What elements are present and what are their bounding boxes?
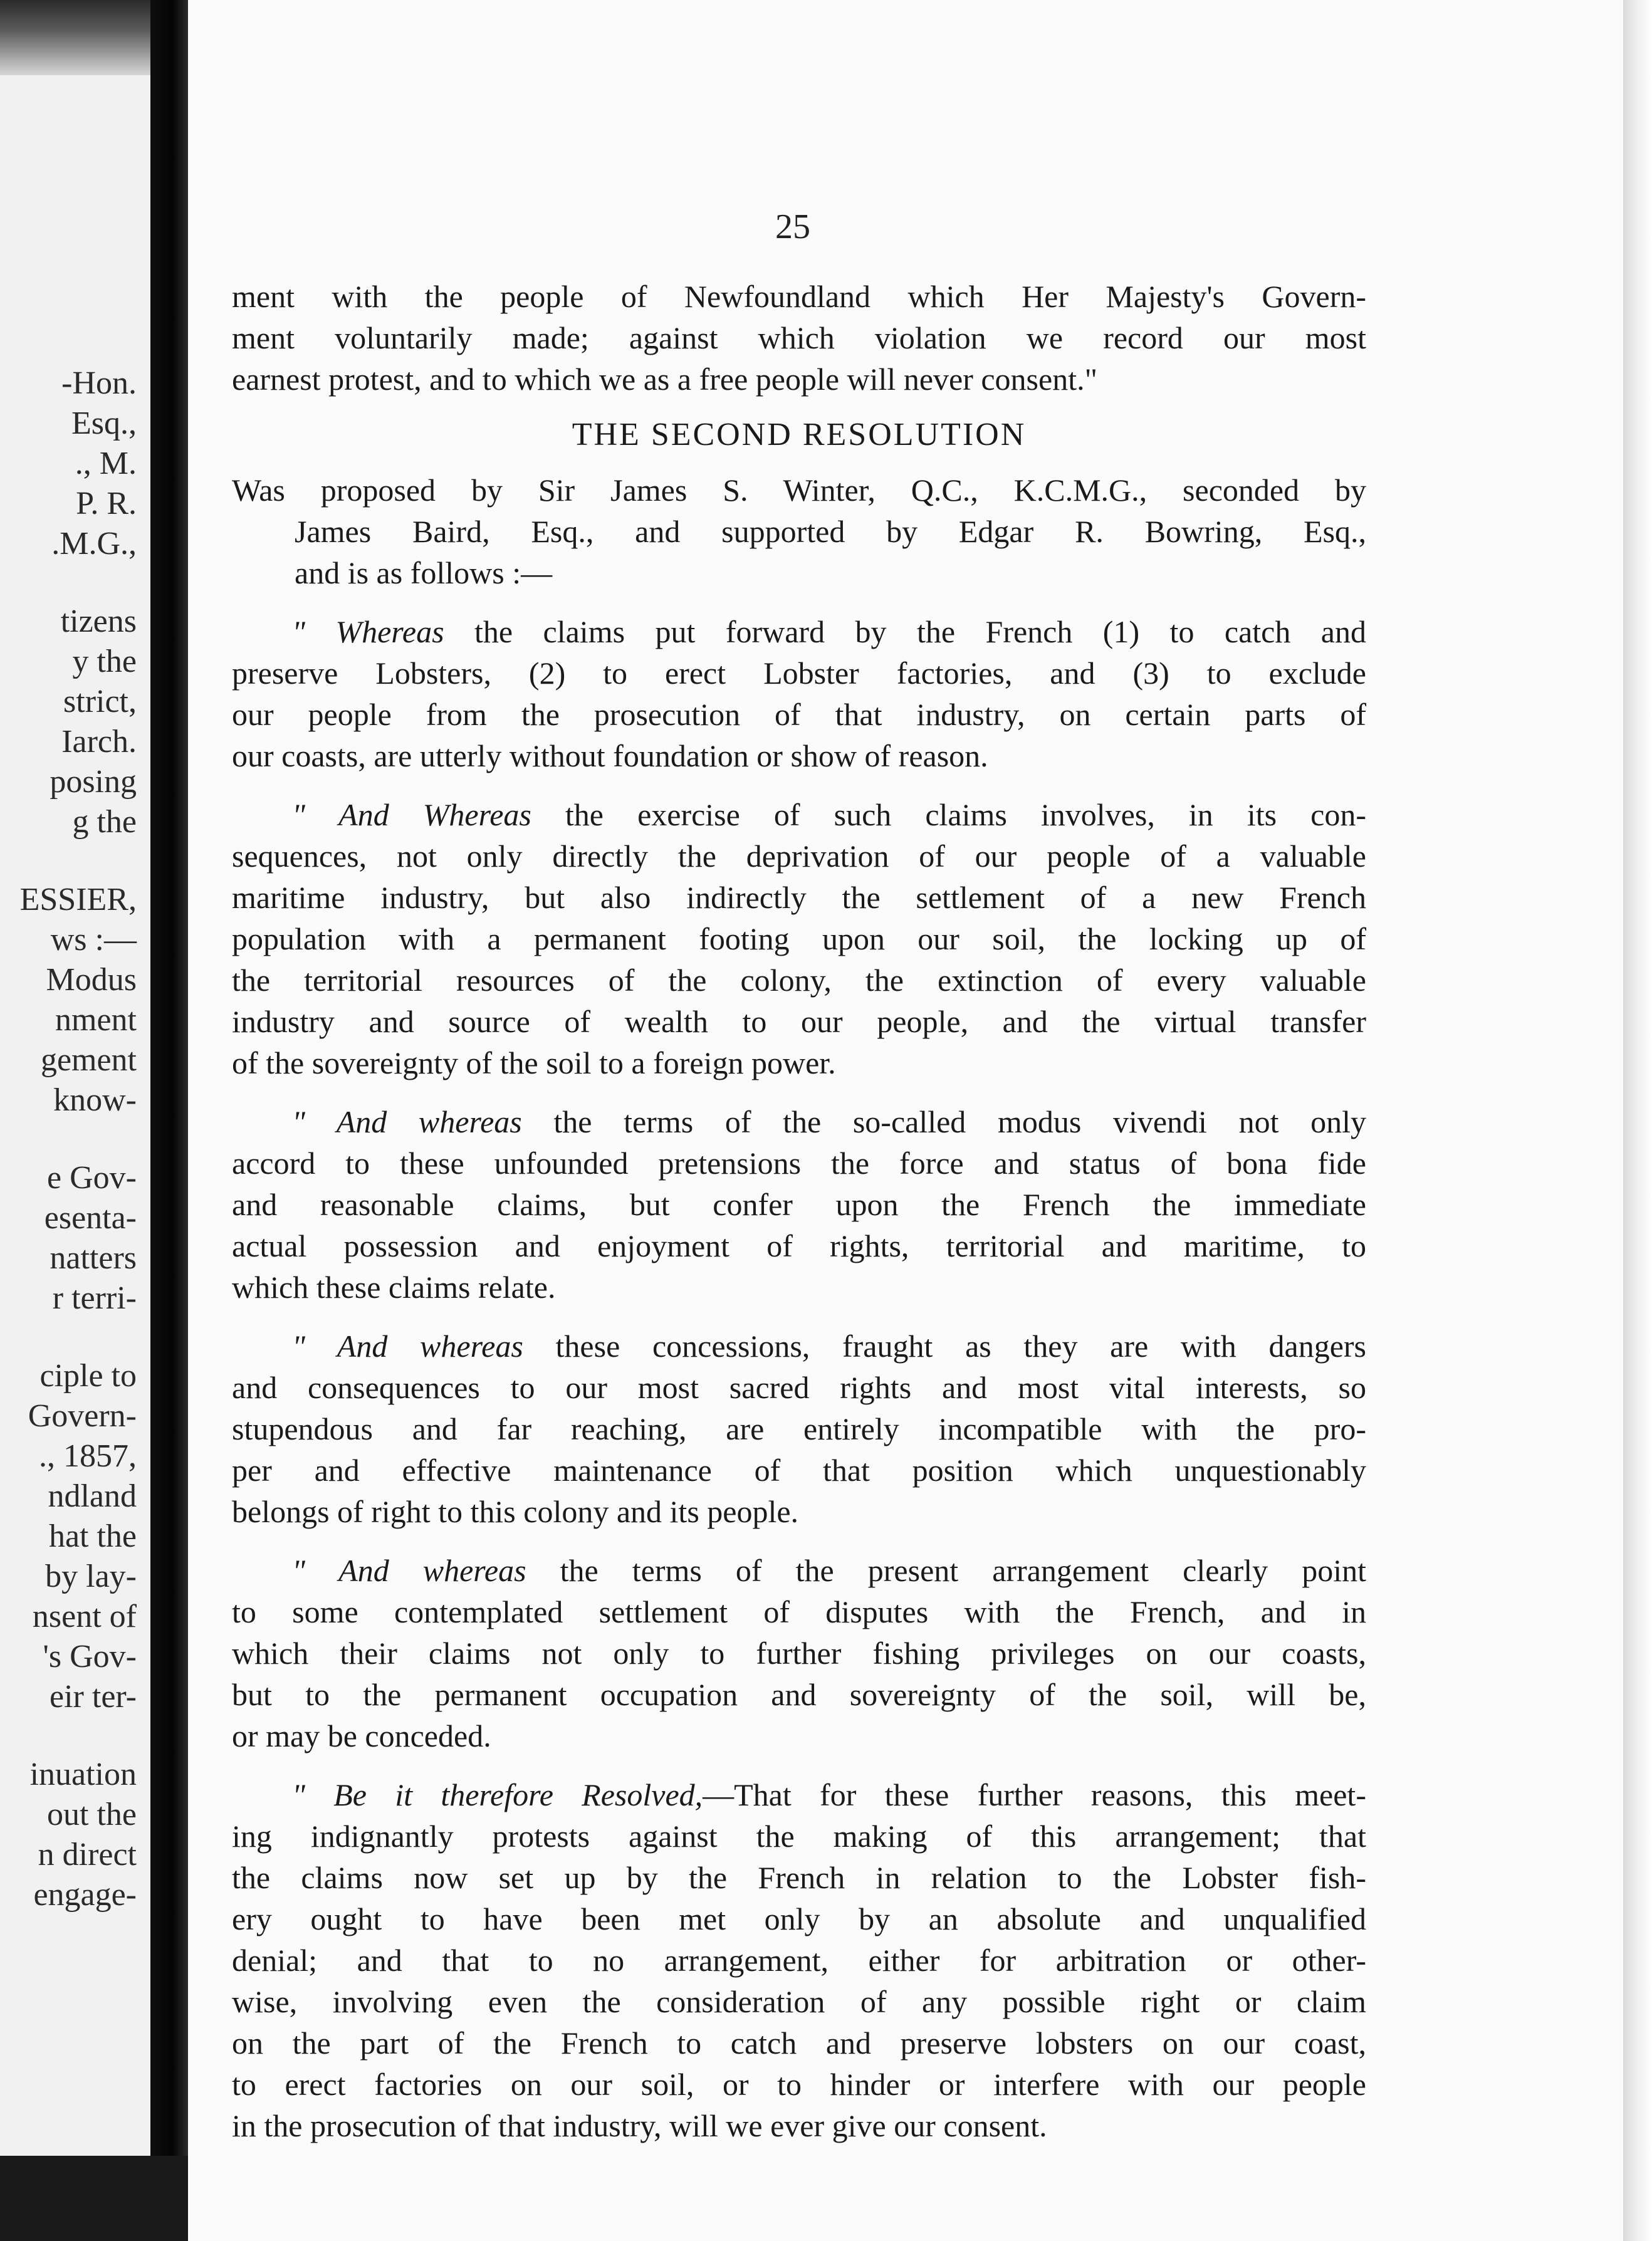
left-page-line: P. R.: [76, 486, 137, 521]
paragraph-gap: [232, 1757, 1366, 1774]
left-page-line: eir ter-: [50, 1679, 137, 1715]
resolution-paragraphs: [232, 593, 1366, 2146]
paragraph-line: maritime industry, but also indirectly the settlement of a new French: [232, 880, 1366, 915]
paragraph-line: stupendous and far reaching, are entirely incompatible with the pro-: [232, 1411, 1366, 1446]
paragraph-line: [232, 1774, 1366, 1815]
paragraph-line: ing indignantly protests against the making of this arrangement; that: [232, 1819, 1366, 1854]
left-page-line: posing: [50, 764, 137, 800]
paragraph-line: actual possession and enjoyment of rights, territorial and maritime, to: [232, 1228, 1366, 1263]
page-number: 25: [775, 207, 810, 246]
paragraph-lead: " And Whereas: [292, 797, 531, 832]
paragraph-gap: [232, 593, 1366, 611]
body-line: ment with the people of Newfoundland which Her Majesty's Govern-: [232, 279, 1366, 314]
line-gap: [20, 1120, 137, 1158]
paragraph-lead: " Be it therefore Resolved,: [292, 1777, 703, 1812]
paragraph-lead: " Whereas: [292, 614, 444, 649]
paragraph-line: [232, 611, 1366, 652]
paragraph-gap: [232, 1532, 1366, 1550]
paragraph-line: or may be conceded.: [232, 1718, 491, 1753]
paragraph-text: the claims put forward by the French (1) to catch and: [444, 614, 1366, 649]
proposal-line: James Baird, Esq., and supported by Edgar R. Bowring, Esq.,: [295, 514, 1366, 549]
line-gap: [20, 1319, 137, 1356]
left-page-line: ws :—: [50, 922, 137, 958]
left-page-line: nsent of: [32, 1599, 137, 1634]
line-gap: [20, 1717, 137, 1755]
line-gap: [20, 842, 137, 880]
resolution-paragraph: [232, 1325, 1366, 1532]
left-page-line: ., 1857,: [39, 1438, 137, 1474]
paragraph-line: [232, 1325, 1366, 1367]
left-page-line: tizens: [60, 603, 137, 639]
proposal-line: Was proposed by Sir James S. Winter, Q.C., K.C.M.G., seconded by: [232, 473, 1366, 508]
left-page-line: out the: [47, 1797, 137, 1832]
scan-border: [0, 2156, 188, 2241]
paragraph-line: in the prosecution of that industry, will we ever give our consent.: [232, 2108, 1047, 2143]
left-page-line: hat the: [48, 1518, 137, 1554]
paragraph-line: to some contemplated settlement of disputes with the French, and in: [232, 1594, 1366, 1629]
paragraph-line: per and effective maintenance of that position which unquestionably: [232, 1453, 1366, 1488]
left-page-line: n direct: [38, 1837, 137, 1873]
paragraph-line: which their claims not only to further fishing privileges on our coasts,: [232, 1636, 1366, 1671]
paragraph-gap: [232, 776, 1366, 794]
paragraph-line: our coasts, are utterly without foundation or show of reason.: [232, 738, 988, 773]
paragraph-line: our people from the prosecution of that industry, on certain parts of: [232, 697, 1366, 732]
left-page-line: engage-: [33, 1877, 137, 1913]
left-page-line: by lay-: [45, 1559, 137, 1594]
paragraph-lead: " And whereas: [292, 1329, 523, 1364]
body-line: earnest protest, and to which we as a free people will never consent.": [232, 362, 1098, 397]
paragraph-line: denial; and that to no arrangement, either for arbitration or other-: [232, 1943, 1366, 1978]
left-page-line: know-: [53, 1082, 137, 1118]
paragraph-line: industry and source of wealth to our people, and the virtual transfer: [232, 1004, 1366, 1039]
paragraph-text: the terms of the so-called modus vivendi not only: [521, 1104, 1366, 1139]
section-heading: THE SECOND RESOLUTION: [572, 417, 1027, 452]
left-page-line: ndland: [48, 1478, 137, 1514]
paragraph-line: the claims now set up by the French in relation to the Lobster fish-: [232, 1860, 1366, 1895]
paragraph-line: population with a permanent footing upon our soil, the locking up of: [232, 921, 1366, 956]
paragraph-line: preserve Lobsters, (2) to erect Lobster factories, and (3) to exclude: [232, 656, 1366, 691]
paragraph-gap: [232, 1084, 1366, 1101]
paragraph-line: on the part of the French to catch and preserve lobsters on our coast,: [232, 2025, 1366, 2061]
left-page-line: g the: [72, 804, 137, 840]
left-page-line: Iarch.: [61, 724, 137, 760]
paragraph-gap: [232, 1308, 1366, 1325]
left-page-line: gement: [40, 1042, 137, 1078]
line-gap: [20, 564, 137, 602]
left-page-line: Modus: [46, 962, 137, 998]
left-page-line: nment: [55, 1002, 137, 1038]
book-gutter: [150, 0, 188, 2241]
left-page-line: ESSIER,: [19, 882, 137, 917]
left-page-line: y the: [72, 644, 137, 679]
page-shadow: [0, 0, 150, 75]
paragraph-text: the exercise of such claims involves, in its con-: [531, 797, 1366, 832]
left-page-line: strict,: [63, 684, 137, 719]
paragraph-line: but to the permanent occupation and sovereignty of the soil, will be,: [232, 1677, 1366, 1712]
paragraph-text: these concessions, fraught as they are with dangers: [523, 1329, 1366, 1364]
paragraph-line: wise, involving even the consideration of any possible right or claim: [232, 1984, 1366, 2019]
left-page-line: ., M.: [75, 446, 137, 481]
body-line: ment voluntarily made; against which violation we record our most: [232, 320, 1366, 355]
left-page-line: -Hon.: [61, 365, 137, 401]
left-page-line: e Gov-: [47, 1160, 137, 1196]
page-body: [232, 276, 1366, 2146]
paragraph-line: and reasonable claims, but confer upon the French the immediate: [232, 1187, 1366, 1222]
page-edge: [1623, 0, 1652, 2241]
paragraph-line: ery ought to have been met only by an absolute and unqualified: [232, 1901, 1366, 1936]
left-page-line: Govern-: [28, 1398, 137, 1434]
resolution-paragraph: [232, 1550, 1366, 1757]
left-page-line: ciple to: [39, 1358, 137, 1394]
paragraph-line: [232, 1550, 1366, 1591]
paragraph-text: the terms of the present arrangement clearly point: [526, 1553, 1366, 1588]
paragraph-line: of the sovereignty of the soil to a foreign power.: [232, 1045, 836, 1080]
paragraph-line: and consequences to our most sacred rights and most vital interests, so: [232, 1370, 1366, 1405]
paragraph-line: accord to these unfounded pretensions the force and status of bona fide: [232, 1146, 1366, 1181]
resolution-paragraph: [232, 794, 1366, 1084]
left-page-line: inuation: [29, 1757, 137, 1792]
paragraph-lead: " And whereas: [292, 1104, 522, 1139]
left-page-text: [20, 363, 137, 1915]
resolution-paragraph: [232, 1101, 1366, 1308]
paragraph-lead: " And whereas: [292, 1553, 526, 1588]
left-page-line: esenta-: [44, 1200, 137, 1236]
resolution-paragraph: [232, 611, 1366, 776]
left-page-line: .M.G.,: [51, 526, 137, 562]
proposal-line: and is as follows :—: [295, 555, 553, 590]
paragraph-line: which these claims relate.: [232, 1270, 556, 1305]
paragraph-line: the territorial resources of the colony, the extinction of every valuable: [232, 963, 1366, 998]
left-page-line: natters: [50, 1240, 137, 1276]
left-page-fragment: [0, 0, 150, 2156]
left-page-line: r terri-: [52, 1280, 137, 1316]
paragraph-text: —That for these further reasons, this meet-: [703, 1777, 1366, 1812]
left-page-line: Esq.,: [71, 405, 137, 441]
paragraph-line: to erect factories on our soil, or to hinder or interfere with our people: [232, 2067, 1366, 2102]
paragraph-line: [232, 1101, 1366, 1142]
paragraph-line: belongs of right to this colony and its people.: [232, 1494, 799, 1529]
paragraph-line: [232, 794, 1366, 835]
paragraph-line: sequences, not only directly the deprivation of our people of a valuable: [232, 838, 1366, 874]
resolution-paragraph: [232, 1774, 1366, 2146]
left-page-line: 's Gov-: [43, 1639, 137, 1674]
